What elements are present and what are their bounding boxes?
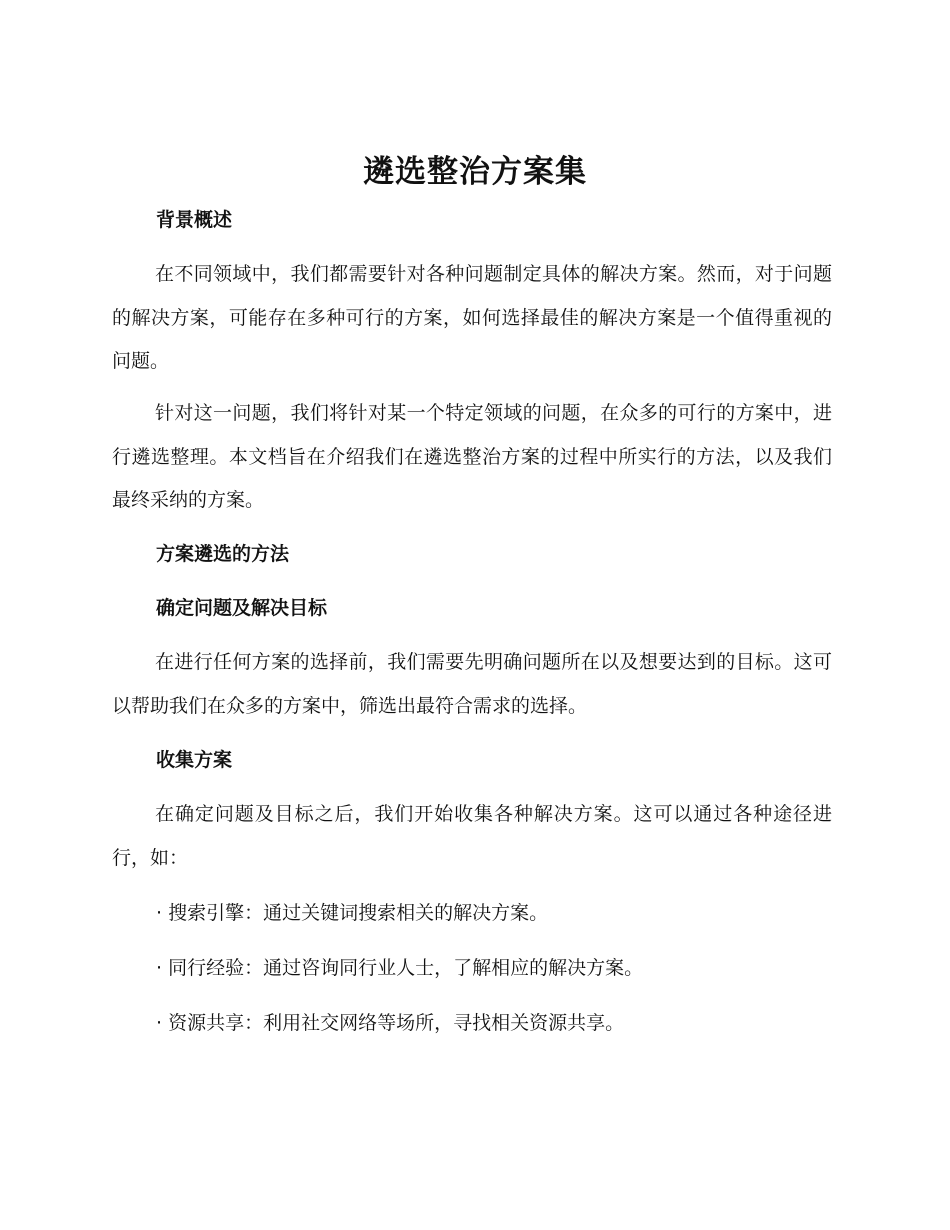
subsection-heading-collect: 收集方案 bbox=[156, 749, 233, 771]
paragraph-collect: 在确定问题及目标之后，我们开始收集各种解决方案。这可以通过各种途径进行，如： bbox=[112, 803, 832, 869]
paragraph-background-1: 在不同领域中，我们都需要针对各种问题制定具体的解决方案。然而，对于问题的解决方案，可能存在多种可行的方案，如何选择最佳的解决方案是一个值得重视的问题。 bbox=[112, 263, 832, 372]
bullet-item-peer: · 同行经验：通过咨询同行业人士，了解相应的解决方案。 bbox=[156, 957, 644, 979]
paragraph-define: 在进行任何方案的选择前，我们需要先明确问题所在以及想要达到的目标。这可以帮助我们在众多的方案中，筛选出最符合需求的选择。 bbox=[112, 651, 832, 717]
document-title: 遴选整治方案集 bbox=[363, 154, 587, 190]
bullet-item-resources: · 资源共享：利用社交网络等场所，寻找相关资源共享。 bbox=[156, 1012, 625, 1034]
bullet-item-search: · 搜索引擎：通过关键词搜索相关的解决方案。 bbox=[156, 902, 549, 924]
section-heading-method: 方案遴选的方法 bbox=[156, 543, 290, 565]
section-heading-background: 背景概述 bbox=[156, 209, 233, 231]
subsection-heading-define: 确定问题及解决目标 bbox=[156, 597, 328, 619]
paragraph-background-2: 针对这一问题，我们将针对某一个特定领域的问题，在众多的可行的方案中，进行遴选整理。本文档旨在介绍我们在遴选整治方案的过程中所实行的方法，以及我们最终采纳的方案。 bbox=[112, 402, 832, 511]
